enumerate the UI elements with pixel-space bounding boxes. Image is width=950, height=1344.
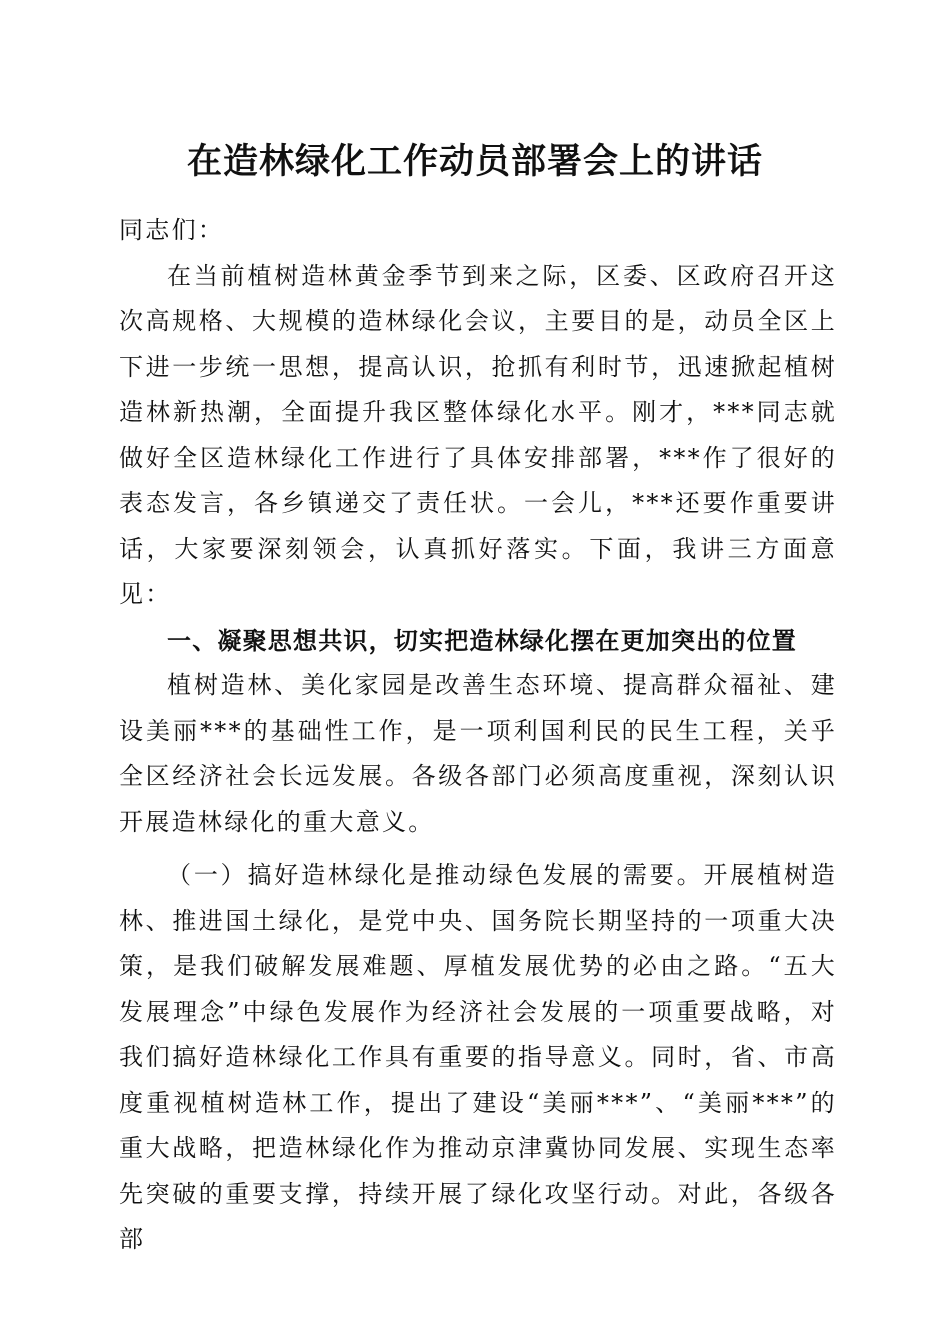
subsection-1-body: 开展植树造林、推进国土绿化，是党中央、国务院长期坚持的一项重大决策，是我们破解发展难题、厚植发展优势的必由之路。“五大发展理念”中绿色发展作为经济社会发展的一项重要战略，对我们搞好造林绿化工作具有重要的指导意义。同时，省、市高度重视植树造林工作，提出了建设“美丽***”、“美丽***”的重大战略，把造林绿化作为推动京津冀协同发展、实现生态率先突破的重要支撑，持续开展了绿化攻坚行动。对此，各级各部 [119, 861, 838, 1253]
paragraph-subsection-1 [119, 853, 837, 1263]
paragraph-significance: 植树造林、美化家园是改善生态环境、提高群众福祉、建设美丽***的基础性工作，是一项利国利民的民生工程，关乎全区经济社会长远发展。各级各部门必须高度重视，深刻认识开展造林绿化的重大意义。 [119, 671, 837, 836]
section-heading-1: 一、凝聚思想共识，切实把造林绿化摆在更加突出的位置 [167, 625, 797, 655]
document-body [119, 208, 837, 1263]
greeting: 同志们： [119, 216, 225, 244]
paragraph-spacer [119, 845, 837, 853]
paragraph-intro: 在当前植树造林黄金季节到来之际，区委、区政府召开这次高规格、大规模的造林绿化会议，主要目的是，动员全区上下进一步统一思想，提高认识，抢抓有利时节，迅速掀起植树造林新热潮，全面提升我区整体绿化水平。刚才，***同志就做好全区造林绿化工作进行了具体安排部署，***作了很好的表态发言，各乡镇递交了责任状。一会儿，***还要作重要讲话，大家要深刻领会，认真抓好落实。下面，我讲三方面意见： [119, 261, 837, 608]
document-title: 在造林绿化工作动员部署会上的讲话 [186, 141, 763, 182]
subsection-1-lead: （一）搞好造林绿化是推动绿色发展的需要。 [167, 861, 704, 889]
